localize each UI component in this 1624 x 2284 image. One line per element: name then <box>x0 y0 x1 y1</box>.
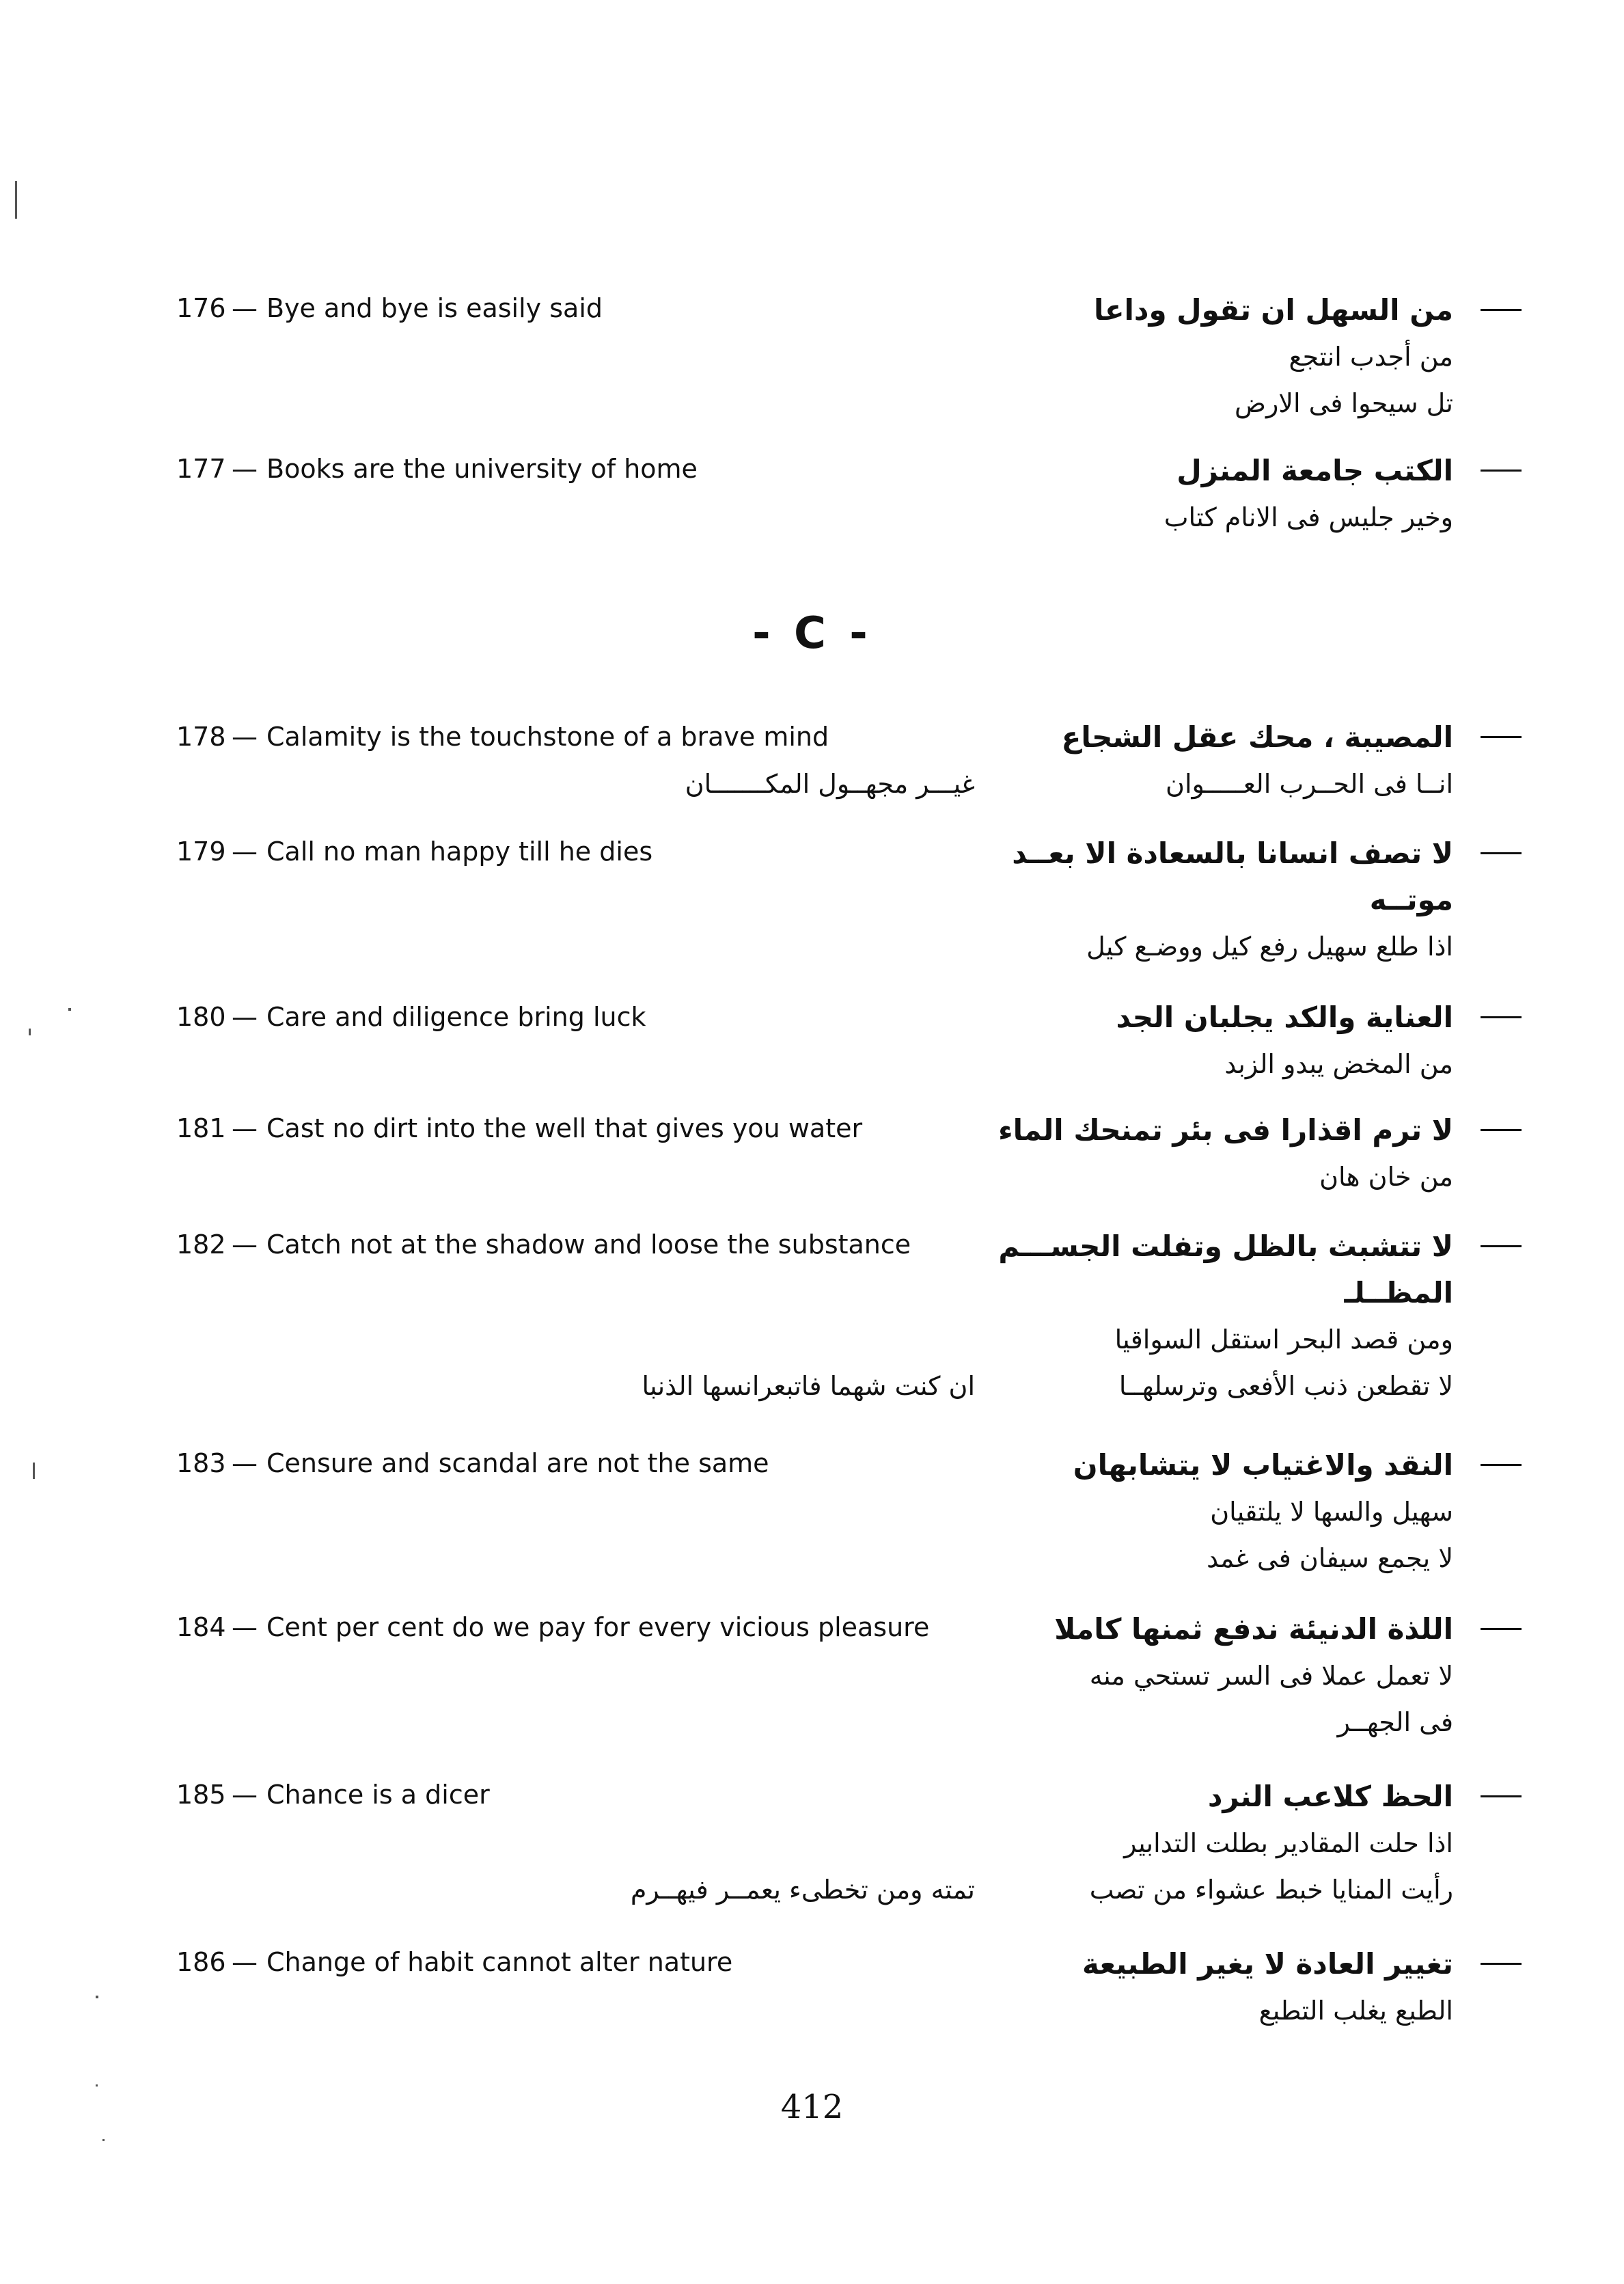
entry-dash: — <box>232 722 258 752</box>
entry-number: 178 <box>176 722 226 752</box>
entry-number: 177 <box>176 454 226 484</box>
arabic-block <box>961 1606 1453 1745</box>
arabic-note: اذا طلع سهيل رفع كيل ووضـع كيل <box>1086 932 1453 962</box>
entry-dash: — <box>232 1947 258 1977</box>
entry-number: 181 <box>176 1113 226 1143</box>
arabic-dash <box>1481 470 1522 472</box>
arabic-verse-continuation: ان كنت شهما فاتبعرانسها الذنبا <box>642 1371 975 1401</box>
scan-speck <box>102 2139 105 2141</box>
arabic-dash <box>1481 1016 1522 1018</box>
arabic-dash <box>1481 852 1522 854</box>
arabic-proverb: لا تصف انسانا بالسعادة الا بعــد موتــه <box>1012 837 1453 916</box>
arabic-note: اذا حلت المقادير بطلت التدابير <box>1124 1828 1453 1858</box>
scan-speck <box>96 1996 98 1998</box>
arabic-note: فى الجهــر <box>1337 1707 1453 1737</box>
arabic-note: انــا فى الحــرب العـــــوان <box>1166 769 1453 799</box>
arabic-note: رأيت المنايا خبط عشواء من تصب <box>1089 1875 1453 1905</box>
entry-dash: — <box>232 1229 258 1260</box>
english-proverb <box>176 834 962 869</box>
arabic-dash <box>1481 736 1522 738</box>
arabic-note: ومن قصد البحر استقل السواقيا <box>1114 1324 1453 1355</box>
english-text: Calamity is the touchstone of a brave mind <box>266 722 829 752</box>
arabic-proverb: تغيير العادة لا يغير الطبيعة <box>1082 1947 1453 1981</box>
arabic-dash <box>1481 1795 1522 1797</box>
scan-speck <box>68 1008 71 1011</box>
entry-number: 182 <box>176 1229 226 1260</box>
english-text: Cast no dirt into the well that gives you water <box>266 1113 863 1143</box>
entry-number: 184 <box>176 1612 226 1642</box>
entry-number: 186 <box>176 1947 226 1977</box>
arabic-proverb: العناية والكد يجلبان الجد <box>1116 1001 1453 1034</box>
arabic-verse-continuation: غيـــر مجهــول المكـــــــان <box>685 769 975 799</box>
english-text: Books are the university of home <box>266 454 698 484</box>
page-number: 412 <box>780 2088 844 2126</box>
scan-speck <box>15 181 17 219</box>
arabic-dash <box>1481 1963 1522 1965</box>
scan-speck <box>96 2084 98 2086</box>
english-proverb <box>176 1610 962 1644</box>
arabic-proverb: المصيبة ، محك عقل الشجاع <box>1061 720 1453 754</box>
arabic-dash <box>1481 309 1522 311</box>
arabic-dash <box>1481 1628 1522 1630</box>
english-text: Care and diligence bring luck <box>266 1002 646 1032</box>
scan-speck <box>33 1463 35 1479</box>
english-text: Call no man happy till he dies <box>266 837 653 867</box>
arabic-block <box>838 1107 1453 1200</box>
arabic-note: وخير جليس فى الانام كتاب <box>1164 502 1453 532</box>
english-text: Censure and scandal are not the same <box>266 1448 769 1478</box>
arabic-block <box>975 1223 1453 1409</box>
entry-dash: — <box>232 293 258 323</box>
entry-number: 176 <box>176 293 226 323</box>
arabic-block <box>838 448 1453 541</box>
entry-number: 179 <box>176 837 226 867</box>
entry-dash: — <box>232 1612 258 1642</box>
arabic-proverb: اللذة الدنيئة ندفع ثمنها كاملا <box>1054 1612 1453 1646</box>
arabic-note: من أجدب انتجع <box>1289 342 1453 372</box>
english-text: Catch not at the shadow and loose the substance <box>266 1229 911 1260</box>
arabic-note: لا تعمل عملا فى السر تستحي منه <box>1089 1661 1453 1691</box>
entry-dash: — <box>232 1002 258 1032</box>
entry-dash: — <box>232 837 258 867</box>
english-text: Chance is a dicer <box>266 1780 490 1810</box>
entry-number: 183 <box>176 1448 226 1478</box>
entry-dash: — <box>232 454 258 484</box>
english-text: Bye and bye is easily said <box>266 293 603 323</box>
entry-dash: — <box>232 1448 258 1478</box>
arabic-block <box>838 994 1453 1087</box>
scan-speck <box>29 1029 31 1035</box>
entry-dash: — <box>232 1113 258 1143</box>
arabic-verse-continuation: تمته ومن تخطىء يعمــر فيهــرم <box>630 1875 975 1905</box>
arabic-proverb: الحظ كلاعب النرد <box>1207 1780 1453 1813</box>
arabic-proverb: لا ترم اقذارا فى بئر تمنحك الماء <box>998 1113 1453 1147</box>
arabic-block <box>961 830 1453 970</box>
entry-dash: — <box>232 1780 258 1810</box>
arabic-proverb: الكتب جامعة المنزل <box>1176 454 1453 487</box>
arabic-proverb: لا تتشبث بالظل وتفلت الجســـم المظــلـ <box>998 1229 1453 1309</box>
arabic-note: تل سيحوا فى الارض <box>1235 388 1453 418</box>
arabic-dash <box>1481 1129 1522 1131</box>
arabic-proverb: من السهل ان تقول وداعا <box>1094 293 1453 327</box>
arabic-proverb: النقد والاغتياب لا يتشابهان <box>1073 1448 1453 1482</box>
arabic-note: سهيل والسها لا يلتقيان <box>1210 1497 1453 1527</box>
arabic-note: الطبع يغلب التطبع <box>1258 1996 1453 2026</box>
section-heading: - C - <box>752 608 872 659</box>
english-text: Cent per cent do we pay for every vicious pleasure <box>266 1612 930 1642</box>
arabic-block <box>838 1941 1453 2034</box>
entry-number: 180 <box>176 1002 226 1032</box>
arabic-note: من خان هان <box>1319 1162 1453 1192</box>
arabic-note: لا يجمع سيفان فى غمد <box>1207 1543 1453 1573</box>
arabic-dash <box>1481 1464 1522 1466</box>
arabic-block <box>838 287 1453 426</box>
arabic-note: من المخض يبدو الزبد <box>1224 1049 1453 1079</box>
entry-number: 185 <box>176 1780 226 1810</box>
english-proverb <box>176 1227 962 1262</box>
english-text: Change of habit cannot alter nature <box>266 1947 733 1977</box>
arabic-dash <box>1481 1245 1522 1247</box>
arabic-note: لا تقطعن ذنب الأفعى وترسلهــا <box>1118 1371 1453 1401</box>
arabic-block <box>838 1442 1453 1581</box>
